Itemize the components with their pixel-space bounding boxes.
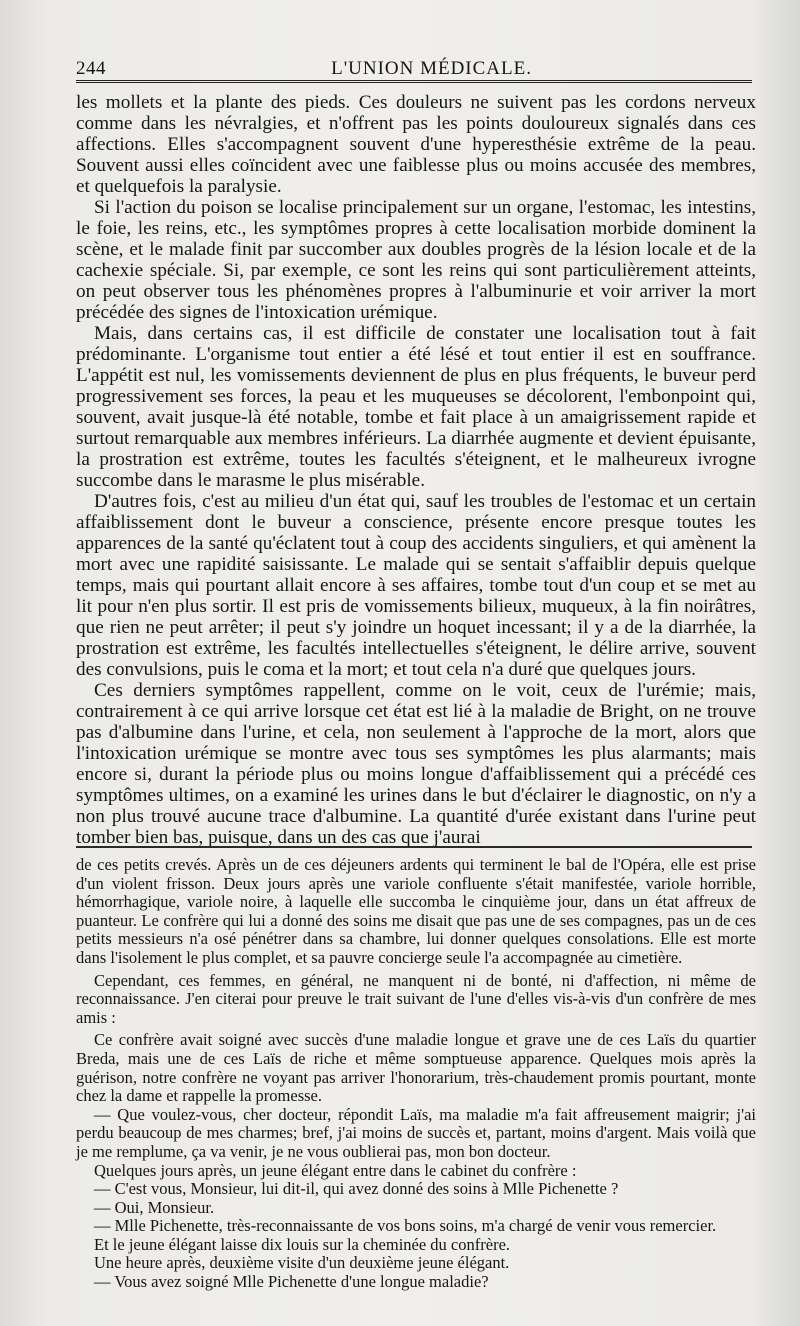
footnote-paragraph: — Mlle Pichenette, très-reconnaissante de vos bons soins, m'a chargé de venir vous remercier. — [94, 1216, 717, 1236]
main-paragraph: D'autres fois, c'est au milieu d'un état qui, sauf les troubles de l'estomac et un certain affaiblissement dont le buveur a conscience, présente encore presque toutes les apparences de la santé qu'éclatent tout à coup des accidents singuliers, et qui amènent la mort avec une rapidité saisissante. Le malade qui se sentait s'affaiblir depuis quelque temps, mais qui pourtant allait encore à ses affaires, tombe tout d'un coup et se met au lit pour n'en plus sortir. Il est pris de vomissements bilieux, muqueux, à la fin noirâtres, que rien ne peut arrêter; il peut s'y joindre un hoquet incessant; il y a de la diarrhée, la prostration est extrême, les facultés intellectuelles s'éteignent, le délire arrive, souvent des convulsions, puis le coma et la mort; et tout cela n'a duré que quelques jours. — [76, 491, 756, 680]
footnote-rule — [76, 846, 752, 848]
footnote-paragraph: Ce confrère avait soigné avec succès d'une maladie longue et grave une de ces Laïs du quartier Breda, mais une de ces Laïs de riche et même somptueuse apparence. Quelques mois après la guérison, notre confrère ne voyant pas arriver l'honorarium, très-chaudement promis pourtant, monte chez la dame et rappelle la promesse. — [76, 1030, 756, 1106]
main-paragraph: Ces derniers symptômes rappellent, comme on le voit, ceux de l'urémie; mais, contrairement à ce qui arrive lorsque cet état est lié à la maladie de Bright, on ne trouve pas d'albumine dans l'urine, et cela, non seulement à l'approche de la mort, alors que l'intoxication urémique se montre avec tous ses symptômes les plus alarmants; mais encore si, durant la période plus ou moins longue d'affaiblissement qui a précédé ces symptômes ultimes, on a examiné les urines dans le but d'éclairer le diagnostic, on n'y a non plus trouvé aucune trace d'albumine. La quantité d'urée existant dans l'urine peut tomber bien bas, puisque, dans un des cas que j'aurai — [76, 680, 756, 848]
footnote-paragraph: Une heure après, deuxième visite d'un deuxième jeune élégant. — [94, 1253, 510, 1273]
page-number: 244 — [76, 58, 106, 79]
footnote-paragraph: Quelques jours après, un jeune élégant entre dans le cabinet du confrère : — [94, 1160, 577, 1180]
main-paragraph: Si l'action du poison se localise principalement sur un organe, l'estomac, les intestins, le foie, les reins, etc., les symptômes propres à cette localisation morbide dominent la scène, et le malade finit par succomber aux doubles progrès de la lésion locale et de la cachexie spéciale. Si, par exemple, ce sont les reins qui sont particulièrement atteints, on peut observer tous les phénomènes propres à l'albuminurie et voir arriver la mort précédée des signes de l'intoxication urémique. — [76, 197, 756, 323]
footnote-paragraph: — Oui, Monsieur. — [94, 1197, 215, 1217]
main-text — [76, 92, 756, 848]
footnote-paragraph: Cependant, ces femmes, en général, ne manquent ni de bonté, ni d'affection, ni même de reconnaissance. J'en citerai pour preuve le trait suivant de l'une d'elles vis-à-vis d'un confrère de mes amis : — [76, 970, 756, 1027]
main-paragraph: Mais, dans certains cas, il est difficile de constater une localisation tout à fait prédominante. L'organisme tout entier a été lésé et tout entier il est en souffrance. L'appétit est nul, les vomissements deviennent de plus en plus fréquents, le buveur perd progressivement ses forces, la peau et les muqueuses se décolorent, l'embonpoint qui, souvent, avait jusque-là été notable, tombe et fait place à un amaigrissement rapide et surtout remarquable aux membres inférieurs. La diarrhée augmente et devient épuisante, la prostration est extrême, toutes les facultés s'éteignent, et le malheureux ivrogne succombe dans le marasme le plus misérable. — [76, 323, 756, 491]
running-title: L'UNION MÉDICALE. — [331, 58, 532, 79]
footnote-paragraph: de ces petits crevés. Après un de ces déjeuners ardents qui terminent le bal de l'Opéra, elle est prise d'un violent frisson. Deux jours après une variole confluente s'était manifestée, variole horrible, hémorrhagique, variole noire, à laquelle elle succomba le cinquième jour, dans un état affreux de puanteur. Le confrère qui lui a donné des soins me disait que pas une de ses compagnes, pas un de ces petits messieurs n'a osé pénétrer dans sa chambre, lui donner quelques consolations. Elle est morte dans l'isolement le plus complet, et sa pauvre concierge seule l'a accompagnée au cimetière. — [76, 855, 756, 967]
footnote-paragraph: — Que voulez-vous, cher docteur, répondit Laïs, ma maladie m'a fait affreusement maigrir; j'ai perdu beaucoup de mes charmes; bref, j'ai moins de succès et, partant, moins d'argent. Mais voilà que je me remplume, ça va venir, je ne vous oublierai pas, mon bon docteur. — [76, 1104, 756, 1161]
footnote-paragraph: — Vous avez soigné Mlle Pichenette d'une longue maladie? — [94, 1272, 489, 1292]
footnotes — [76, 856, 756, 1292]
page-header — [76, 44, 752, 80]
main-paragraph: les mollets et la plante des pieds. Ces douleurs ne suivent pas les cordons nerveux comme dans les névralgies, et n'offrent pas les points douloureux signalés dans ces affections. Elles s'accompagnent souvent d'une hyperesthésie extrême de la peau. Souvent aussi elles coïncident avec une faiblesse plus ou moins accusée des membres, et quelquefois la paralysie. — [76, 92, 756, 197]
footnote-paragraph: Et le jeune élégant laisse dix louis sur la cheminée du confrère. — [94, 1234, 511, 1254]
header-rule — [76, 80, 752, 83]
footnote-paragraph: — C'est vous, Monsieur, lui dit-il, qui avez donné des soins à Mlle Pichenette ? — [94, 1179, 619, 1199]
